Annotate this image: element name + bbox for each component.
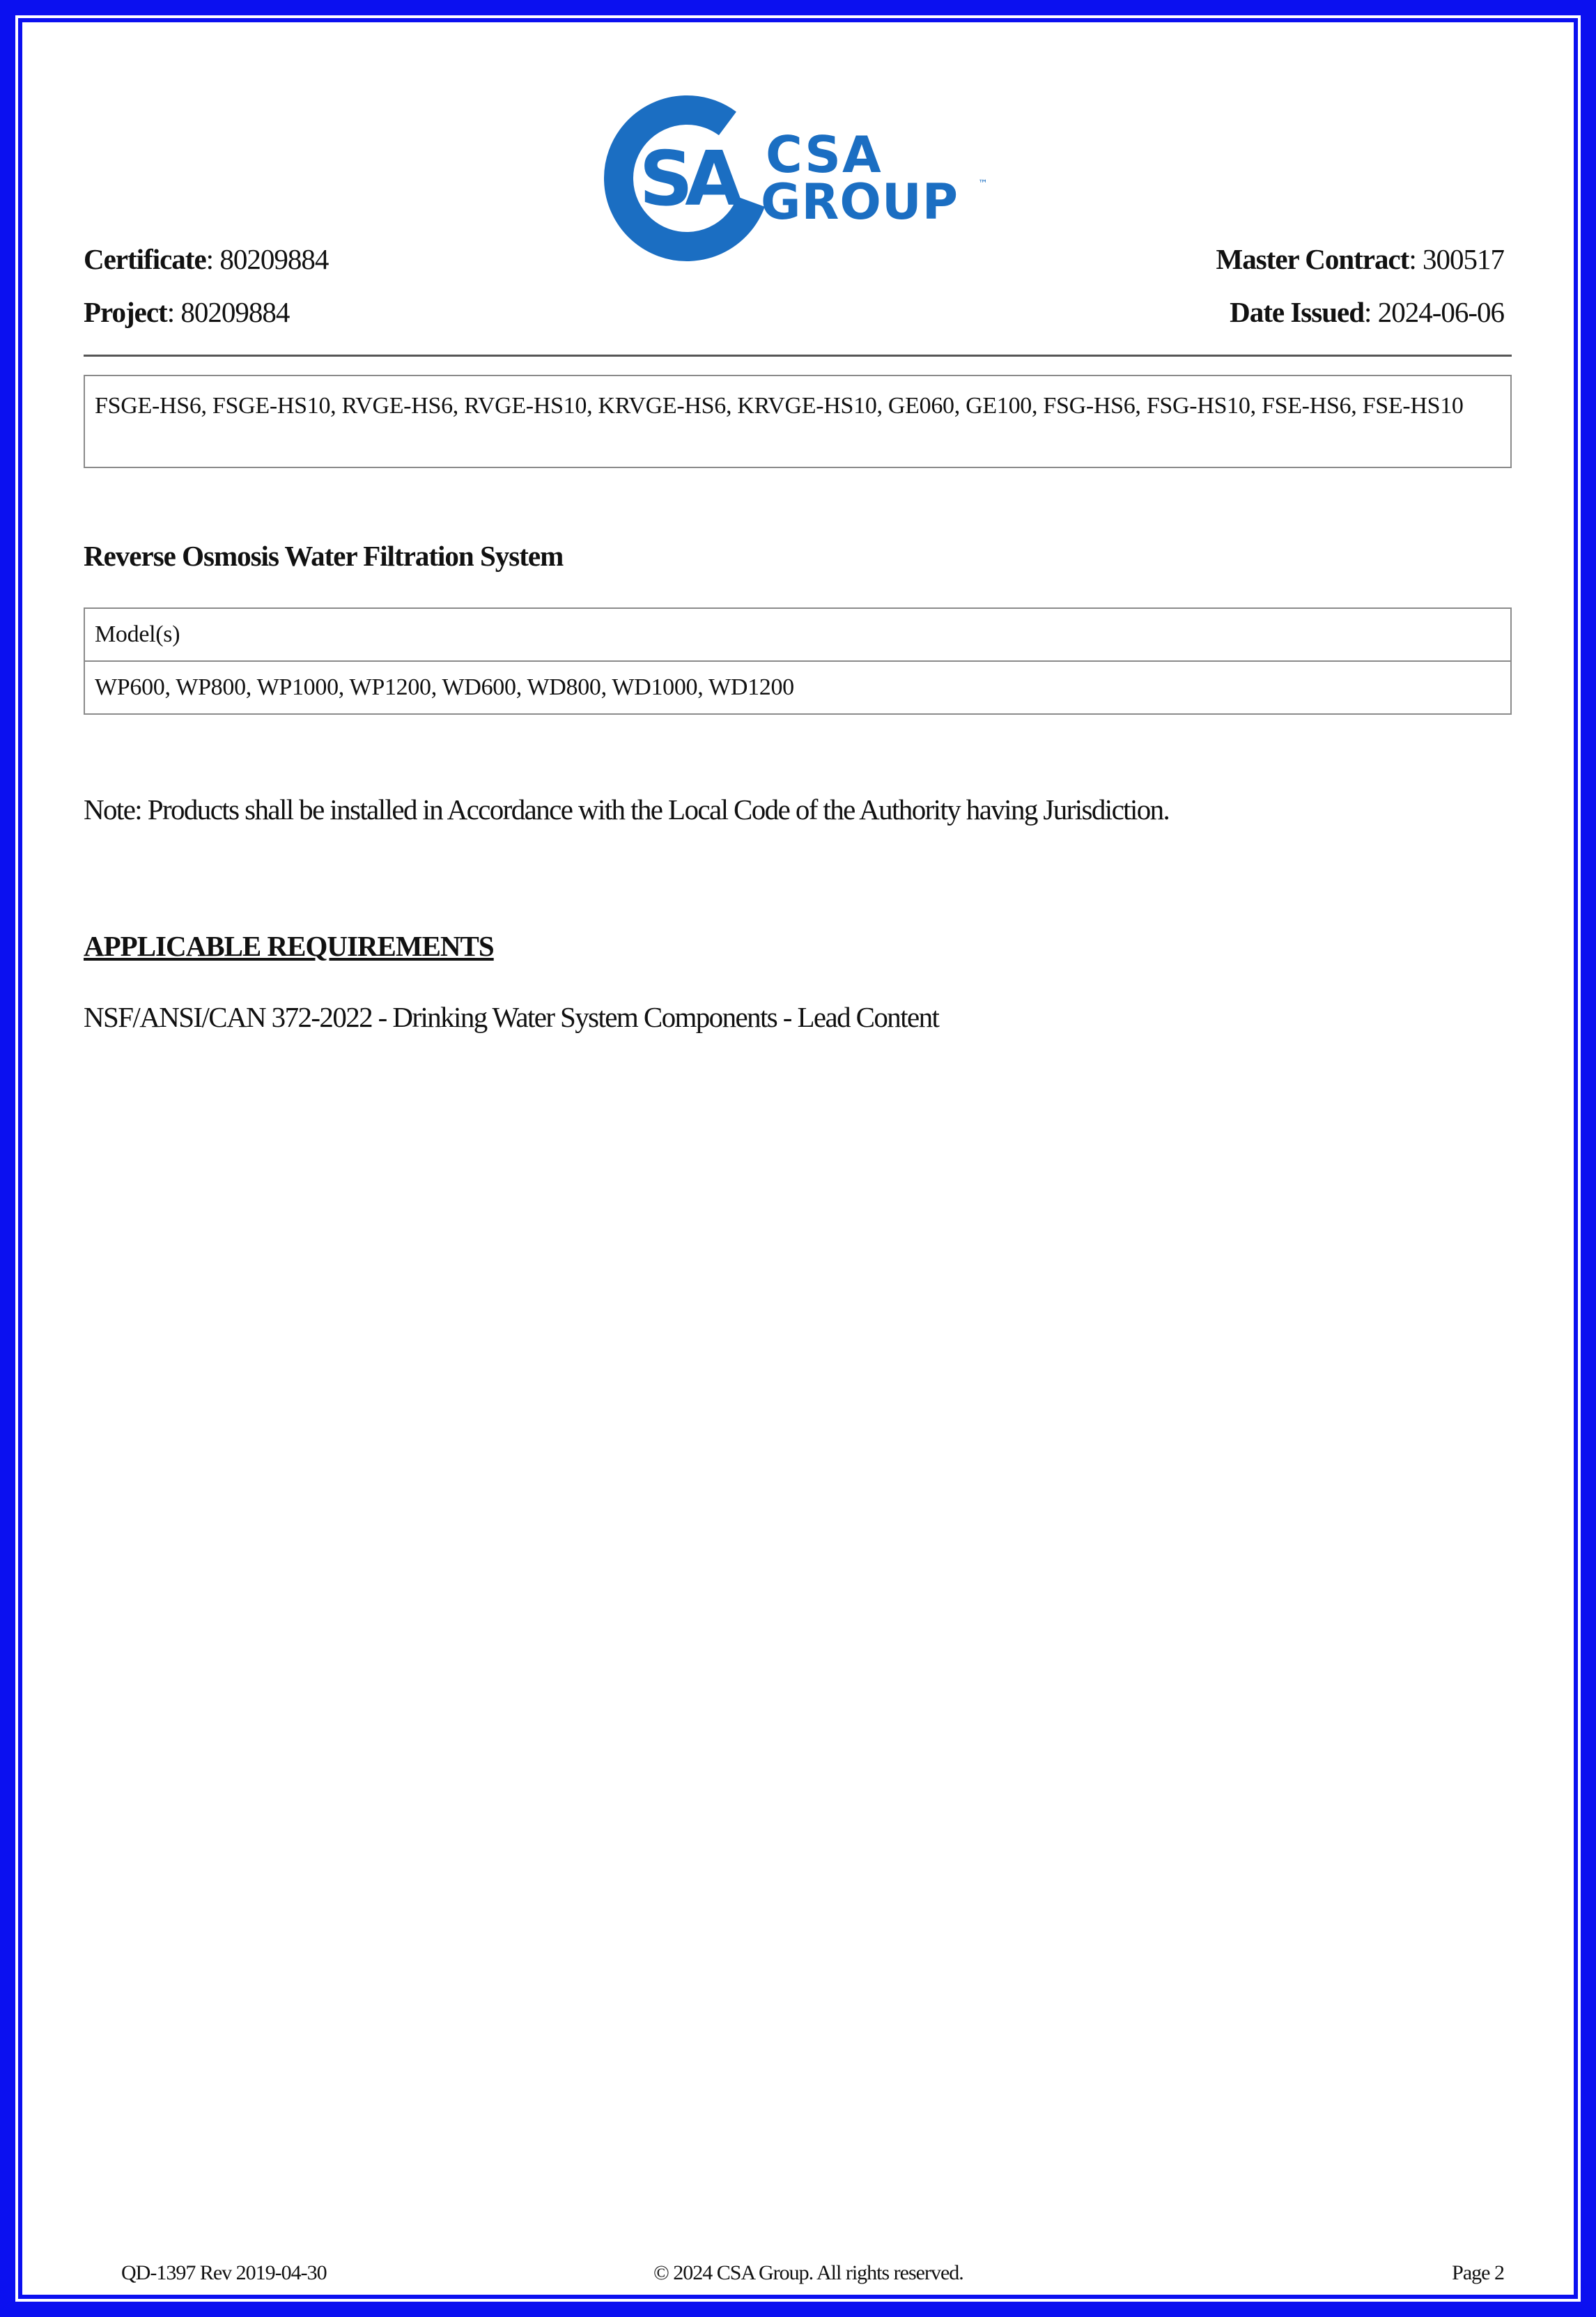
requirement-item: NSF/ANSI/CAN 372-2022 - Drinking Water System Components - Lead Content: [84, 1001, 939, 1033]
master-contract-value: 300517: [1423, 243, 1504, 275]
csa-logo-trademark: ™: [978, 178, 988, 189]
csa-logo-mark-letters: SA: [639, 136, 735, 223]
installation-note: Note: Products shall be installed in Accordance with the Local Code of the Authority having Jurisdiction.: [84, 793, 1170, 826]
footer-page-number: Page 2: [1452, 2261, 1504, 2284]
table-row: [84, 661, 1511, 714]
footer-copyright: © 2024 CSA Group. All rights reserved.: [653, 2261, 963, 2284]
table-row: [84, 608, 1511, 661]
csa-logo-word-2: GROUP: [761, 173, 959, 231]
model-table-value: WP600, WP800, WP1000, WP1200, WD600, WD800, WD1000, WD1200: [84, 661, 1511, 714]
header-divider: [84, 355, 1512, 357]
page-border-inner: [18, 18, 1578, 2299]
csa-group-logo: [602, 93, 992, 264]
csa-logo-graphic: [602, 93, 992, 264]
project-value: 80209884: [180, 296, 290, 328]
csa-logo-word-1: CSA: [766, 125, 883, 184]
date-issued-line: Date Issued: 2024-06-06: [1230, 296, 1504, 328]
master-contract-label: Master Contract: [1216, 243, 1409, 275]
date-issued-label: Date Issued: [1230, 296, 1365, 328]
model-table-header: Model(s): [84, 608, 1511, 661]
certificate-line: Certificate: 80209884: [84, 243, 329, 275]
certificate-label: Certificate: [84, 243, 206, 275]
certified-models-box: FSGE-HS6, FSGE-HS10, RVGE-HS6, RVGE-HS10, KRVGE-HS6, KRVGE-HS10, GE060, GE100, FSG-HS6, FSG-HS10, FSE-HS6, FSE-HS10: [84, 375, 1512, 468]
project-line: Project: 80209884: [84, 296, 290, 328]
footer-form-id: QD-1397 Rev 2019-04-30: [121, 2261, 327, 2284]
product-title: Reverse Osmosis Water Filtration System: [84, 540, 564, 572]
certificate-value: 80209884: [219, 243, 329, 275]
requirements-heading: APPLICABLE REQUIREMENTS: [84, 930, 494, 962]
project-label: Project: [84, 296, 167, 328]
model-table: [84, 607, 1512, 715]
date-issued-value: 2024-06-06: [1377, 296, 1504, 328]
master-contract-line: Master Contract: 300517: [1216, 243, 1504, 275]
